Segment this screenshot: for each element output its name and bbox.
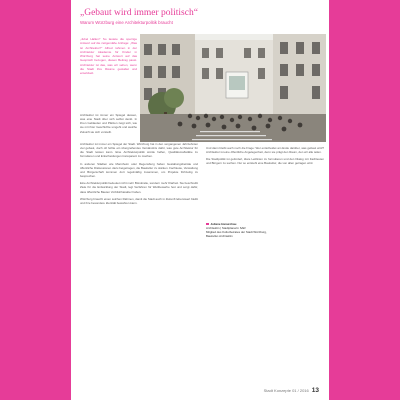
- column-a-text: Architektur ist immer ein Spiegel dessen, was eine Stadt über sich selbst denkt. In ihren Gebäuden und Plätzen zeigt sich, wie sie mit ihrer Geschichte umgeht und welche Zukunft sie sich vorstellt.: [80, 113, 137, 134]
- magazine-issue: Stadt Konzepte 01 / 2016: [263, 388, 309, 393]
- column-right-body: [206, 146, 324, 169]
- column-left-body: [80, 142, 198, 208]
- author-extra: Baukultur-Architektin: [206, 234, 233, 239]
- author-affiliation: Mitglied des Kulturbeirates der Stadt Würzburg,: [206, 230, 267, 235]
- author-name: Juliane Hanurchau: [210, 222, 237, 226]
- page-number: 13: [311, 387, 319, 394]
- courtyard-photo: [140, 34, 326, 142]
- page-footer: [264, 387, 319, 394]
- magazine-page: [71, 0, 329, 400]
- body-paragraph: In anderen Städten wie Mannheim oder Regensburg haben Gestaltungsbeiräte und öffentliche Diskussionen dazu beigetragen, die Baukultur zu stärken. Fachleute, Verwaltung und Bürgerschaft kommen dort regelmäßig zusammen, um Projekte frühzeitig zu besprechen.: [80, 161, 198, 179]
- body-paragraph: Die Stadtpolitik ist gefordert, klare Leitlinien zu formulieren und den Dialog mit Fachleuten und Bürgern zu suchen. Nur so entsteht eine Baukultur, die von allen getragen wird.: [206, 157, 324, 166]
- author-box: [206, 222, 324, 238]
- body-paragraph: Eine Architekturpolitik bedeutet nicht mehr Bürokratie, sondern mehr Klarheit. Sie beschreibt Ziele für die Entwicklung der Stadt, legt Verfahren für Wettbewerbe fest und sorgt dafür, dass öffentliche Bauten Vorbildcharakter haben.: [80, 181, 198, 194]
- body-paragraph: Würzburg braucht einen solchen Rahmen, damit die Stadt auch in Zukunft lebenswert bleibt und ihre besondere Identität bewahren kann.: [80, 196, 198, 205]
- article-subhead: Warum Würzburg eine Architekturpolitik braucht: [80, 20, 173, 25]
- body-paragraph: Architektur ist immer ein Spiegel der Stadt. Würzburg hat in den vergangenen Jahrzehnten viel gebaut, doch oft fehlte ein übergreifendes Verständnis dafür, was gute Architektur für die Stadt leisten kann. Eine Architekturpolitik würde helfen, Qualitätsmaßstäbe zu formulieren und Entscheidungen transparent zu machen.: [80, 142, 198, 159]
- article-headline: „Gebaut wird immer politisch“: [80, 8, 198, 18]
- body-paragraph: Und dann bleibt auch noch die Frage: Wer entscheidet am Ende darüber, was gebaut wird? Architektur ist eine öffentliche Angelegenheit, denn sie prägt den Raum, den wir alle teilen.: [206, 146, 324, 155]
- courtyard-illustration: [140, 34, 326, 142]
- intro-text: „Jubel Hallen!“ So lautete die sperrige Antwort auf die zeitgemäße Anfrage: „Was ist Architektur?“ Alfred rahmen in der Architektur Akademie für Kinder in Würzburg hat seine Antwort auf das Gespräch bezogen, diesen Beitrag passt. Architektur ist das, was wir sehen, wenn die Stadt ihre Räume gestaltet und entwickelt.: [80, 37, 137, 76]
- author-role: Architektin | Stadtplanerin SAR: [206, 226, 246, 231]
